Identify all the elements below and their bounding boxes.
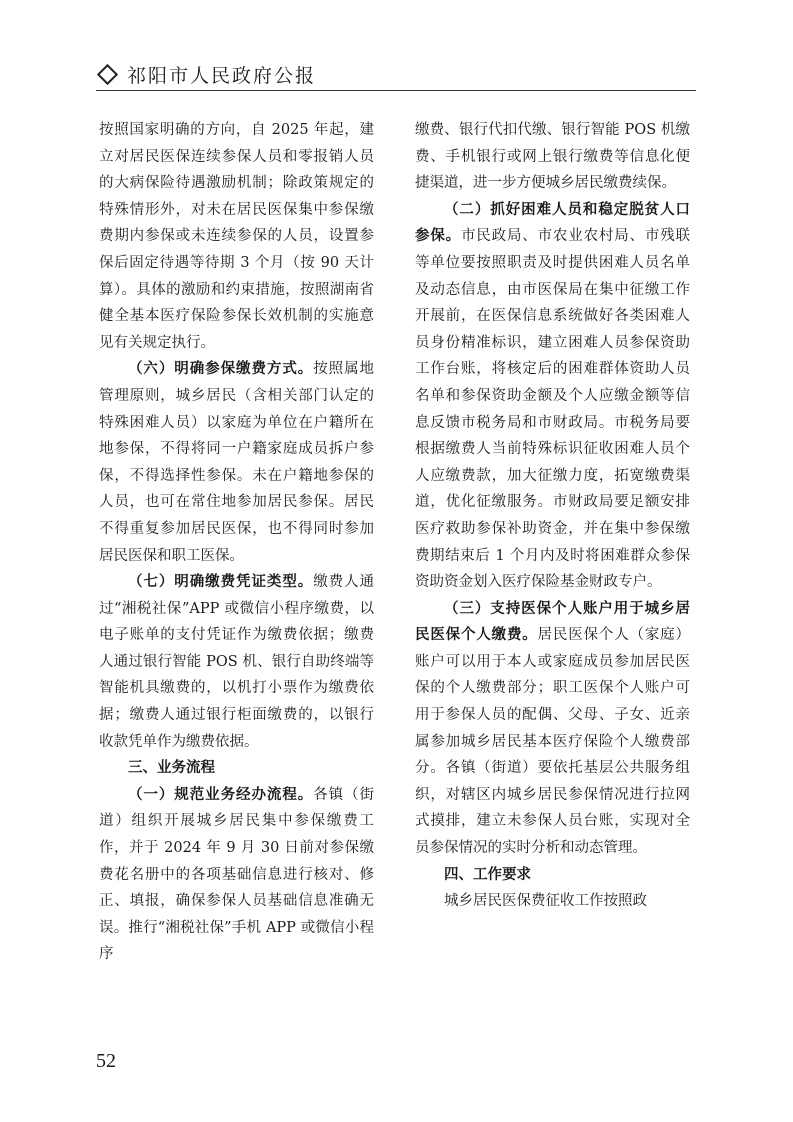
paragraph-body: 缴费人通过“湘税社保”APP 或微信小程序缴费，以电子账单的支付凭证作为缴费依据；缴费人通过银行智能 POS 机、银行自助终端等智能机具缴费的，以机打小票作为缴费依据；缴费人通过银行柜面缴费的，以银行收款凭单作为缴费依据。 bbox=[99, 574, 375, 750]
right-paragraph-3 bbox=[415, 596, 690, 862]
paragraph-body: 按照属地管理原则，城乡居民（含相关部门认定的特殊困难人员）以家庭为单位在户籍所在地参保，不得将同一户籍家庭成员拆户参保，不得选择性参保。未在户籍地参保的人员，也可在常住地参加居民参保。居民不得重复参加居民医保，也不得同时参加居民医保和职工医保。 bbox=[99, 361, 375, 564]
right-column bbox=[415, 117, 690, 915]
paragraph-body: 居民医保个人（家庭）账户可以用于本人或家庭成员参加居民医保的个人缴费部分；职工医保个人账户可用于参保人员的配偶、父母、子女、近亲属参加城乡居民基本医疗保险个人缴费部分。各镇（街道）要依托基层公共服务组织，对辖区内城乡居民参保情况进行拉网式摸排，建立未参保人员台账，实现对全员参保情况的实时分析和动态管理。 bbox=[415, 627, 691, 857]
subsection-heading: （三）支持医保个人账户用于城乡居民医保个人缴费。 bbox=[415, 600, 690, 644]
paragraph-body: 市民政局、市农业农村局、市残联等单位要按照职责及时提供困难人员名单及动态信息，由市医保局在集中征缴工作开展前，在医保信息系统做好各类困难人员身份精准标识，建立困难人员参保资助工作台账，将核定后的困难群体资助人员名单和参保资助金额及个人应缴金额等信息反馈市税务局和市财政局。市税务局要根据缴费人当前特殊标识征收困难人员个人应缴费款，加大征缴力度，拓宽缴费渠道，优化征缴服务。市财政局要足额安排医疗救助参保补助资金，并在集中参保缴费期结束后 1 个月内及时将困难群众参保资助资金划入医疗保险基金财政专户。 bbox=[415, 228, 691, 591]
page-header bbox=[96, 60, 316, 88]
left-paragraph-2 bbox=[99, 356, 374, 569]
left-paragraph-3 bbox=[99, 569, 374, 755]
right-paragraph-1: 缴费、银行代扣代缴、银行智能 POS 机缴费、手机银行或网上银行缴费等信息化便捷渠道，进一步方便城乡居民缴费续保。 bbox=[415, 122, 690, 192]
left-column bbox=[99, 117, 374, 968]
subsection-heading: （七）明确缴费凭证类型。 bbox=[128, 574, 314, 591]
diamond-icon bbox=[97, 63, 118, 84]
header-title: 祁阳市人民政府公报 bbox=[127, 64, 317, 87]
page-number: 52 bbox=[96, 1050, 116, 1072]
subsection-heading: （一）规范业务经办流程。 bbox=[128, 786, 314, 803]
subsection-heading: （六）明确参保缴费方式。 bbox=[128, 361, 314, 378]
section-title: 三、业务流程 bbox=[128, 760, 215, 777]
left-paragraph-4 bbox=[99, 782, 374, 968]
right-paragraph-2 bbox=[415, 197, 690, 596]
subsection-heading: （二）抓好困难人员和稳定脱贫人口参保。 bbox=[415, 201, 690, 245]
right-paragraph-4: 城乡居民医保费征收工作按照政 bbox=[444, 893, 647, 910]
section-title: 四、工作要求 bbox=[444, 866, 531, 883]
left-paragraph-1: 按照国家明确的方向，自 2025 年起，建立对居民医保连续参保人员和零报销人员的大病保险待遇激励机制；除政策规定的特殊情形外，对未在居民医保集中参保缴费期内参保或未连续参保的人员，设置参保后固定待遇等待期 3 个月（按 90 天计算）。具体的激励和约束措施，按照湖南省健全基本医疗保险参保长效机制的实施意见有关规定执行。 bbox=[99, 122, 374, 351]
paragraph-body: 各镇（街道）组织开展城乡居民集中参保缴费工作，并于 2024 年 9 月 30 日前对参保缴费花名册中的各项基础信息进行核对、修正、填报，确保参保人员基础信息准确无误。推行“湘税社保”手机 APP 或微信小程序 bbox=[99, 786, 375, 963]
header-rule bbox=[96, 90, 696, 91]
